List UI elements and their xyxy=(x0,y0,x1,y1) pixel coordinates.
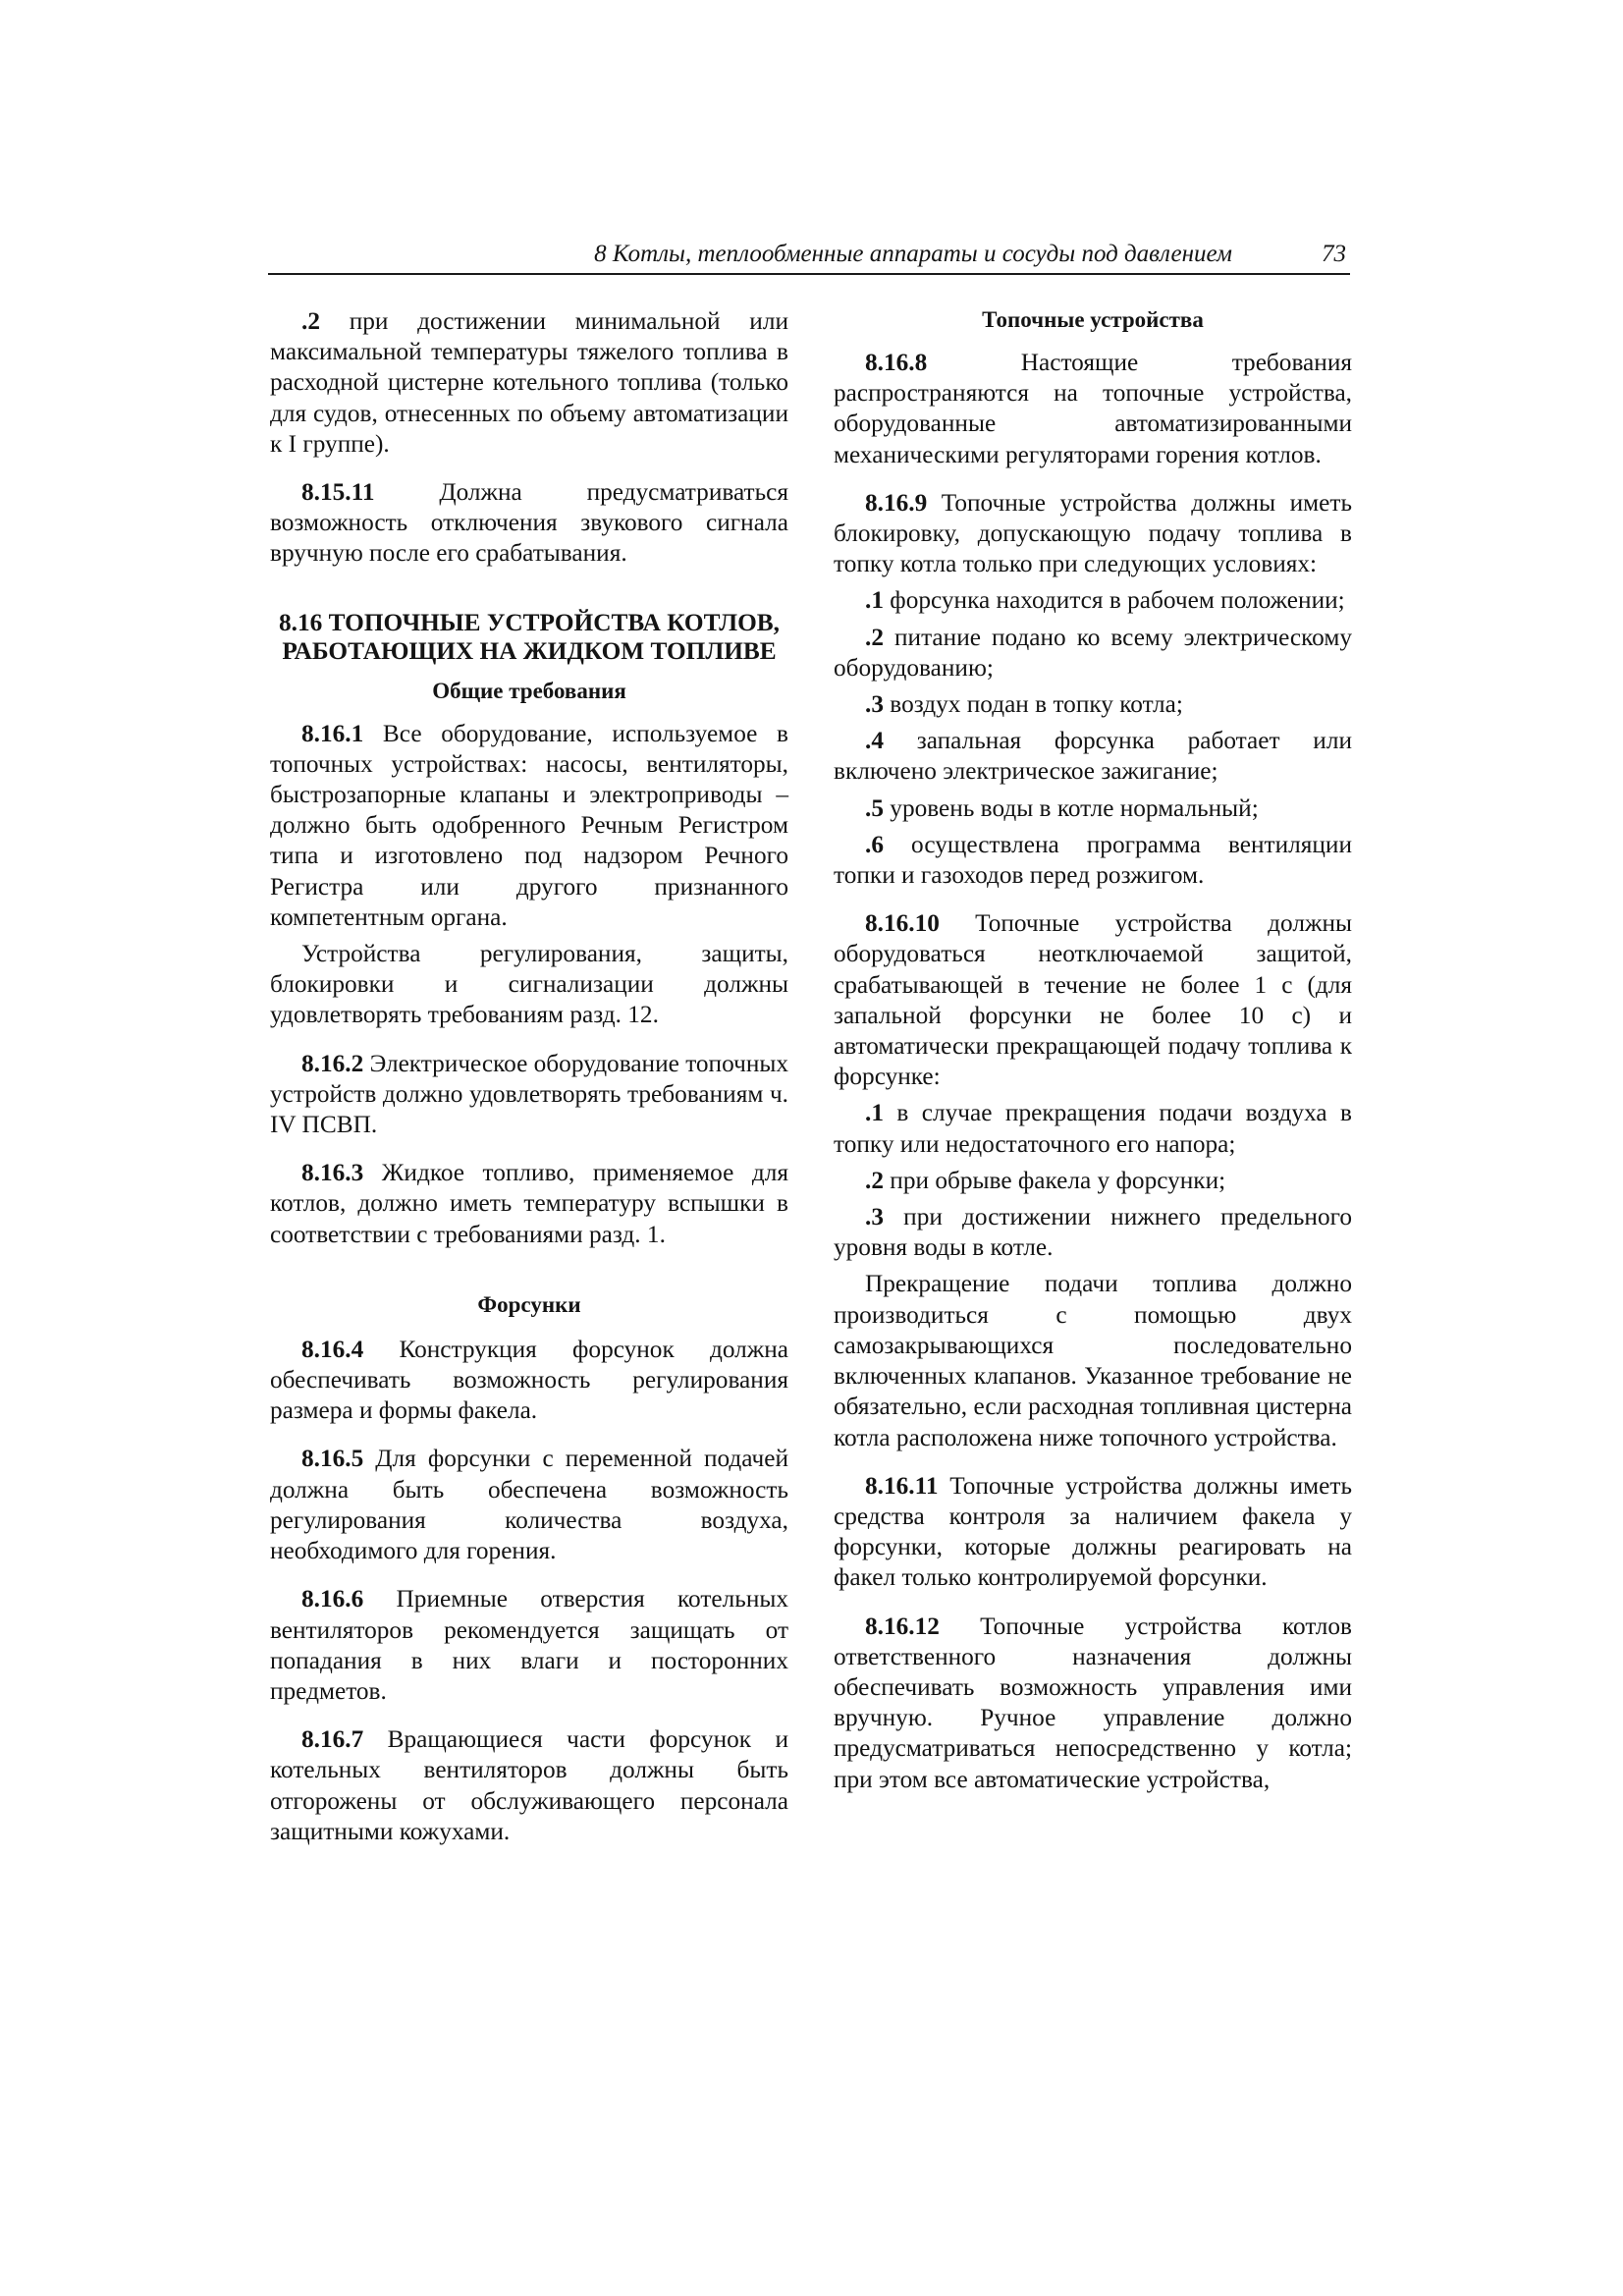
left-column xyxy=(270,306,788,1847)
list-item-text: при обрыве факела у форсунки; xyxy=(883,1166,1226,1194)
list-item-text: запальная форсунка работает или включено электрическое зажигание; xyxy=(834,727,1352,786)
item-number: .2 xyxy=(301,307,320,335)
clause-number: 8.16.12 xyxy=(865,1612,940,1640)
clause-number: 8.16.8 xyxy=(865,349,928,376)
item-number: .3 xyxy=(865,690,884,719)
page-number: 73 xyxy=(1322,241,1346,267)
paragraph-text: Электрическое оборудование топочных устройств должно удовлетворять требованиям ч. IV ПСВП. xyxy=(270,1049,788,1139)
item-number: .2 xyxy=(865,623,884,651)
paragraph xyxy=(834,1471,1352,1594)
list-item-text: в случае прекращения подачи воздуха в топку или недостаточного его напора; xyxy=(834,1099,1352,1158)
list-item-text: при достижении нижнего предельного уровня воды в котле. xyxy=(834,1203,1352,1262)
list-item xyxy=(834,585,1352,616)
section-title: 8.16 ТОПОЧНЫЕ УСТРОЙСТВА КОТЛОВ, РАБОТАЮЩИХ НА ЖИДКОМ ТОПЛИВЕ xyxy=(279,608,780,665)
list-item xyxy=(834,689,1352,720)
paragraph xyxy=(834,1269,1352,1452)
list-item xyxy=(834,830,1352,891)
list-item-text: уровень воды в котле нормальный; xyxy=(883,793,1259,822)
item-number: .1 xyxy=(865,1099,884,1127)
paragraph-text: Конструкция форсунок должна обеспечивать возможность регулирования размера и формы факела. xyxy=(270,1335,788,1425)
paragraph xyxy=(834,488,1352,580)
item-number: .1 xyxy=(865,586,884,615)
paragraph xyxy=(270,939,788,1031)
clause-number: 8.16.9 xyxy=(865,488,928,517)
list-item xyxy=(834,1098,1352,1159)
paragraph-text: Топочные устройства должны иметь средства контроля за наличием факела у форсунки, которые должны реагировать на факел только контролируемой форсунки. xyxy=(834,1471,1352,1592)
list-item-text: воздух подан в топку котла; xyxy=(883,690,1183,719)
subsection-title: Топочные устройства xyxy=(982,307,1204,332)
subsection-title: Форсунки xyxy=(477,1291,581,1317)
item-number: .6 xyxy=(865,830,884,858)
paragraph-text: Для форсунки с переменной подачей должна быть обеспечена возможность регулирования количества воздуха, необходимого для горения. xyxy=(270,1445,788,1565)
clause-number: 8.16.10 xyxy=(865,909,940,938)
clause-number: 8.16.11 xyxy=(865,1471,939,1500)
subsection-title: Общие требования xyxy=(432,678,626,703)
paragraph xyxy=(270,306,788,460)
paragraph-text: Все оборудование, используемое в топочных устройствах: насосы, вентиляторы, быстрозапорные клапаны и электроприводы – должно быть одобренного Речным Регистром типа и изготовлено под надзором Речного Регистра или другого признанного компетентным органа. xyxy=(270,719,788,931)
clause-number: 8.16.4 xyxy=(301,1335,364,1363)
paragraph-text: Топочные устройства должны оборудоваться неотключаемой защитой, срабатывающей в течение не более 1 с (для запальной форсунки не более 10 с) и автоматически прекращающей подачу топлива к форсунке: xyxy=(834,909,1352,1091)
paragraph xyxy=(270,1335,788,1427)
list-item-text: форсунка находится в рабочем положении; xyxy=(883,586,1345,615)
paragraph xyxy=(834,1612,1352,1795)
list-item-text: осуществлена программа вентиляции топки и газоходов перед розжигом. xyxy=(834,830,1352,890)
paragraph-text: Прекращение подачи топлива должно производиться с помощью двух самозакрывающихся последовательно включенных клапанов. Указанное требование не обязательно, если расходная топливная цистерна котла расположена ниже топочного устройства. xyxy=(834,1270,1352,1451)
item-number: .3 xyxy=(865,1203,884,1231)
clause-number: 8.16.5 xyxy=(301,1445,364,1473)
list-item-text: питание подано ко всему электрическому оборудованию; xyxy=(834,623,1352,682)
clause-number: 8.16.2 xyxy=(301,1049,364,1077)
paragraph-text: Топочные устройства должны иметь блокировку, допускающую подачу топлива в топку котла только при следующих условиях: xyxy=(834,488,1352,578)
clause-number: 8.16.7 xyxy=(301,1725,364,1754)
right-column xyxy=(834,306,1352,1795)
paragraph xyxy=(270,1444,788,1566)
paragraph xyxy=(270,1049,788,1141)
item-number: .2 xyxy=(865,1166,884,1194)
paragraph-text: Приемные отверстия котельных вентиляторов рекомендуется защищать от попадания в них влаги и посторонних предметов. xyxy=(270,1585,788,1705)
list-item xyxy=(834,726,1352,787)
clause-number: 8.16.1 xyxy=(301,719,364,747)
paragraph xyxy=(270,1158,788,1250)
paragraph xyxy=(834,908,1352,1092)
running-header-title: 8 Котлы, теплообменные аппараты и сосуды под давлением xyxy=(594,241,1232,267)
list-item xyxy=(834,793,1352,824)
running-header xyxy=(268,238,1350,275)
list-item xyxy=(834,1202,1352,1263)
list-item xyxy=(834,1166,1352,1196)
clause-number: 8.16.3 xyxy=(301,1159,364,1187)
paragraph xyxy=(270,1724,788,1847)
paragraph-text: Должна предусматриваться возможность отключения звукового сигнала вручную после его срабатывания. xyxy=(270,478,788,568)
paragraph-text: Топочные устройства котлов ответственного назначения должны обеспечивать возможность управления ими вручную. Ручное управление должно предусматриваться непосредственно у котла; при этом все автоматические устройства, xyxy=(834,1612,1352,1793)
item-number: .5 xyxy=(865,793,884,822)
paragraph xyxy=(834,348,1352,470)
paragraph-text: Устройства регулирования, защиты, блокировки и сигнализации должны удовлетворять требованиям разд. 12. xyxy=(270,940,788,1029)
item-number: .4 xyxy=(865,727,884,755)
paragraph xyxy=(270,1584,788,1707)
paragraph-text: Вращающиеся части форсунок и котельных вентиляторов должны быть отгорожены от обслуживающего персонала защитными кожухами. xyxy=(270,1725,788,1845)
paragraph xyxy=(270,719,788,933)
clause-number: 8.15.11 xyxy=(301,478,375,507)
paragraph-text: при достижении минимальной или максимальной температуры тяжелого топлива в расходной цистерне котельного топлива (только для судов, отнесенных по объему автоматизации к I группе). xyxy=(270,307,788,458)
paragraph-text: Настоящие требования распространяются на топочные устройства, оборудованные автоматизированными механическими регуляторами горения котлов. xyxy=(834,349,1352,468)
paragraph-text: Жидкое топливо, применяемое для котлов, должно иметь температуру вспышки в соответствии с требованиями разд. 1. xyxy=(270,1159,788,1248)
paragraph xyxy=(270,477,788,570)
list-item xyxy=(834,623,1352,683)
clause-number: 8.16.6 xyxy=(301,1585,364,1613)
